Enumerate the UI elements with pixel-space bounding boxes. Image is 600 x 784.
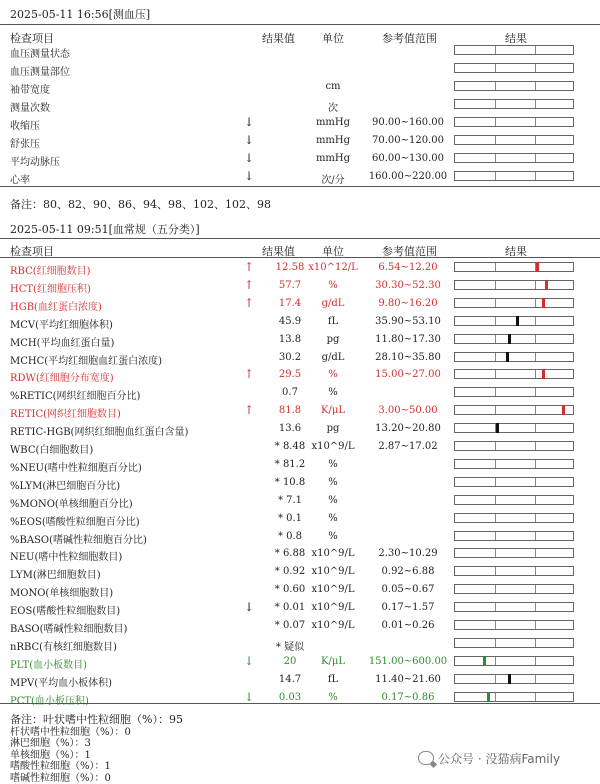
table-row bbox=[0, 402, 600, 420]
range-tick bbox=[535, 46, 536, 54]
range-tick bbox=[535, 100, 536, 108]
range-tick bbox=[535, 585, 536, 593]
row-name: EOS(嗜酸性粒细胞数目) bbox=[10, 606, 121, 618]
row-ref-range: 3.00~50.00 bbox=[378, 405, 438, 417]
header-unit: 单位 bbox=[322, 245, 344, 258]
range-tick bbox=[495, 693, 496, 701]
row-value: * 0.1 bbox=[277, 512, 303, 524]
trend-arrow: ↓ bbox=[243, 133, 255, 147]
result-bar bbox=[454, 531, 574, 541]
range-tick bbox=[535, 281, 536, 289]
row-ref-range: 15.00~27.00 bbox=[375, 369, 441, 381]
result-bar bbox=[454, 566, 574, 576]
header-value: 结果值 bbox=[262, 245, 295, 258]
result-bar bbox=[454, 602, 574, 612]
range-tick bbox=[495, 353, 496, 361]
range-tick bbox=[535, 514, 536, 522]
range-tick bbox=[495, 639, 496, 647]
result-marker bbox=[542, 369, 545, 379]
row-value: 17.4 bbox=[278, 297, 302, 309]
row-name: NEU(嗜中性粒细胞数目) bbox=[10, 552, 123, 564]
table-row bbox=[0, 510, 600, 528]
table-row bbox=[0, 599, 600, 617]
table-row bbox=[0, 617, 600, 635]
row-ref-range: 0.17~1.57 bbox=[381, 602, 435, 614]
range-tick bbox=[495, 514, 496, 522]
trend-arrow: ↓ bbox=[243, 689, 255, 704]
row-unit: x10^9/L bbox=[311, 584, 355, 596]
result-bar bbox=[454, 352, 574, 362]
range-tick bbox=[495, 657, 496, 665]
table-row bbox=[0, 295, 600, 313]
divider bbox=[0, 186, 600, 187]
row-ref-range: 160.00~220.00 bbox=[368, 171, 448, 182]
table-row bbox=[0, 313, 600, 331]
result-bar bbox=[454, 387, 574, 397]
table-row bbox=[0, 474, 600, 492]
row-ref-range: 30.30~52.30 bbox=[375, 279, 441, 291]
row-ref-range: 0.01~0.26 bbox=[381, 620, 435, 631]
row-name: 舒张压 bbox=[10, 139, 40, 150]
row-value: 12.58 bbox=[275, 262, 305, 273]
result-bar bbox=[454, 405, 574, 415]
row-name: %RETIC(网织红细胞百分比) bbox=[10, 391, 141, 403]
row-unit: % bbox=[328, 691, 338, 703]
range-tick bbox=[495, 335, 496, 343]
row-ref-range: 11.80~17.30 bbox=[375, 333, 441, 345]
row-unit: K/μL bbox=[321, 405, 345, 417]
row-ref-range: 70.00~120.00 bbox=[372, 135, 444, 146]
row-unit: x10^9/L bbox=[311, 441, 355, 452]
row-value: 13.6 bbox=[278, 423, 302, 435]
row-unit: x10^9/L bbox=[311, 620, 355, 631]
row-name: RETIC-HGB(网织红细胞血红蛋白含量) bbox=[10, 427, 189, 439]
result-bar bbox=[454, 584, 574, 594]
row-name: MCH(平均血红蛋白量) bbox=[10, 337, 115, 349]
row-value: * 6.88 bbox=[274, 548, 306, 560]
result-marker bbox=[542, 298, 545, 308]
result-bar bbox=[454, 513, 574, 523]
row-unit: % bbox=[328, 387, 338, 399]
range-tick bbox=[535, 442, 536, 450]
row-value: * 7.1 bbox=[277, 494, 303, 506]
row-name: HCT(红细胞压积) bbox=[10, 283, 91, 295]
range-tick bbox=[495, 82, 496, 90]
result-bar bbox=[454, 638, 574, 648]
result-bar bbox=[454, 280, 574, 290]
result-bar bbox=[454, 153, 574, 163]
trend-arrow: ↓ bbox=[243, 115, 255, 129]
range-tick bbox=[495, 478, 496, 486]
table-row bbox=[0, 349, 600, 367]
result-marker bbox=[487, 692, 490, 702]
row-name: %NEU(嗜中性粒细胞百分比) bbox=[10, 462, 142, 474]
range-tick bbox=[495, 496, 496, 504]
row-unit: 次 bbox=[328, 103, 338, 114]
row-unit: x10^12/L bbox=[308, 262, 358, 273]
range-tick bbox=[535, 675, 536, 683]
range-tick bbox=[535, 335, 536, 343]
result-bar bbox=[454, 548, 574, 558]
result-bar bbox=[454, 171, 574, 181]
header-item: 检查项目 bbox=[10, 32, 54, 45]
trend-arrow: ↓ bbox=[243, 600, 255, 615]
header-unit: 单位 bbox=[322, 32, 344, 45]
wechat-icon bbox=[418, 751, 434, 765]
row-name: %BASO(嗜碱性粒细胞百分比) bbox=[10, 534, 147, 546]
row-unit: % bbox=[328, 494, 338, 506]
table-row bbox=[0, 277, 600, 295]
range-tick bbox=[495, 136, 496, 144]
trend-arrow: ↑ bbox=[243, 367, 255, 382]
divider bbox=[0, 24, 600, 25]
range-tick bbox=[495, 406, 496, 414]
bp-section-title: 2025-05-11 16:56[测血压] bbox=[10, 8, 151, 21]
range-tick bbox=[495, 281, 496, 289]
table-row bbox=[0, 456, 600, 474]
row-name: 血压测量状态 bbox=[10, 49, 70, 60]
table-row bbox=[0, 78, 600, 96]
row-name: MCHC(平均红细胞血红蛋白浓度) bbox=[10, 355, 163, 367]
cbc-note-line: 淋巴细胞（%）：3 bbox=[10, 738, 91, 749]
range-tick bbox=[495, 621, 496, 629]
row-ref-range: 0.92~6.88 bbox=[381, 566, 435, 578]
result-marker bbox=[496, 423, 499, 433]
table-row bbox=[0, 150, 600, 168]
row-value: 20 bbox=[283, 655, 297, 667]
result-marker bbox=[508, 674, 511, 684]
row-unit: % bbox=[328, 530, 338, 542]
row-unit: % bbox=[328, 458, 338, 470]
trend-arrow: ↓ bbox=[243, 151, 255, 165]
result-bar bbox=[454, 369, 574, 379]
range-tick bbox=[495, 585, 496, 593]
row-name: 平均动脉压 bbox=[10, 157, 60, 168]
trend-arrow: ↑ bbox=[243, 260, 255, 274]
cbc-note-line: 单核细胞（%）：1 bbox=[10, 749, 91, 761]
row-unit: g/dL bbox=[321, 351, 345, 363]
header-ref: 参考值范围 bbox=[382, 32, 437, 45]
range-tick bbox=[495, 603, 496, 611]
row-unit: mmHg bbox=[315, 135, 351, 146]
range-tick bbox=[495, 370, 496, 378]
row-value: * 8.48 bbox=[274, 441, 306, 452]
range-tick bbox=[495, 317, 496, 325]
row-unit: % bbox=[328, 512, 338, 524]
row-value: * 0.60 bbox=[274, 584, 306, 596]
table-row bbox=[0, 492, 600, 510]
row-unit: x10^9/L bbox=[311, 548, 355, 560]
row-ref-range: 60.00~130.00 bbox=[372, 153, 444, 164]
result-bar bbox=[454, 298, 574, 308]
row-name: PCT(血小板压积) bbox=[10, 695, 89, 707]
range-tick bbox=[495, 675, 496, 683]
row-name: %MONO(单核细胞百分比) bbox=[10, 498, 133, 510]
range-tick bbox=[535, 424, 536, 432]
range-tick bbox=[535, 478, 536, 486]
result-marker bbox=[483, 656, 486, 666]
result-bar bbox=[454, 459, 574, 469]
row-ref-range: 2.87~17.02 bbox=[378, 441, 438, 452]
row-value: * 10.8 bbox=[274, 476, 306, 488]
row-value: 0.03 bbox=[278, 691, 302, 703]
table-row bbox=[0, 96, 600, 114]
table-row bbox=[0, 653, 600, 671]
row-unit: 次/分 bbox=[321, 175, 345, 186]
table-row bbox=[0, 545, 600, 563]
table-row bbox=[0, 528, 600, 546]
table-row bbox=[0, 384, 600, 402]
result-marker bbox=[506, 352, 509, 362]
range-tick bbox=[535, 154, 536, 162]
table-row bbox=[0, 420, 600, 438]
range-tick bbox=[495, 299, 496, 307]
divider bbox=[0, 238, 600, 239]
row-ref-range: 6.54~12.20 bbox=[378, 262, 438, 273]
row-value: 45.9 bbox=[278, 315, 302, 327]
table-row bbox=[0, 42, 600, 60]
row-name: LYM(淋巴细胞数目) bbox=[10, 570, 101, 582]
range-tick bbox=[495, 549, 496, 557]
row-name: PLT(血小板数目) bbox=[10, 659, 88, 671]
row-unit: mmHg bbox=[315, 117, 351, 128]
row-ref-range: 90.00~160.00 bbox=[372, 117, 444, 128]
range-tick bbox=[535, 406, 536, 414]
range-tick bbox=[535, 693, 536, 701]
result-bar bbox=[454, 495, 574, 505]
row-value: * 0.92 bbox=[274, 566, 306, 578]
row-unit: pg bbox=[326, 423, 340, 435]
row-value: 30.2 bbox=[278, 351, 302, 363]
result-bar bbox=[454, 262, 574, 272]
row-value: 81.8 bbox=[278, 405, 302, 417]
row-value: 0.7 bbox=[282, 387, 298, 399]
result-bar bbox=[454, 656, 574, 666]
header-value: 结果值 bbox=[262, 32, 295, 45]
range-tick bbox=[535, 603, 536, 611]
range-tick bbox=[495, 532, 496, 540]
range-tick bbox=[535, 532, 536, 540]
range-tick bbox=[535, 567, 536, 575]
row-unit: fL bbox=[327, 315, 339, 327]
range-tick bbox=[535, 496, 536, 504]
divider bbox=[0, 703, 600, 704]
range-tick bbox=[535, 118, 536, 126]
watermark-text: 公众号 · 没猫病Family bbox=[438, 751, 561, 766]
table-row bbox=[0, 671, 600, 689]
range-tick bbox=[535, 172, 536, 180]
row-unit: x10^9/L bbox=[311, 566, 355, 578]
range-tick bbox=[495, 172, 496, 180]
trend-arrow: ↓ bbox=[243, 169, 255, 183]
row-name: WBC(白细胞数目) bbox=[10, 445, 94, 456]
row-unit: mmHg bbox=[315, 153, 351, 164]
range-tick bbox=[535, 136, 536, 144]
row-name: HGB(血红蛋白浓度) bbox=[10, 301, 102, 313]
watermark bbox=[418, 747, 598, 769]
header-result: 结果 bbox=[505, 32, 527, 45]
row-name: %LYM(淋巴细胞百分比) bbox=[10, 480, 121, 492]
result-marker bbox=[562, 405, 565, 415]
table-row bbox=[0, 132, 600, 150]
cbc-note-line: 备注：叶状嗜中性粒细胞（%）：95 bbox=[10, 713, 183, 726]
result-marker bbox=[536, 262, 539, 272]
row-value: 13.8 bbox=[278, 333, 302, 345]
result-bar bbox=[454, 135, 574, 145]
row-name: RETIC(网织红细胞数目) bbox=[10, 409, 121, 421]
trend-arrow: ↑ bbox=[243, 295, 255, 310]
range-tick bbox=[535, 353, 536, 361]
row-ref-range: 151.00~600.00 bbox=[368, 655, 448, 667]
range-tick bbox=[495, 64, 496, 72]
row-name: 心率 bbox=[10, 175, 30, 186]
range-tick bbox=[495, 154, 496, 162]
row-unit: % bbox=[328, 476, 338, 488]
row-value: 57.7 bbox=[278, 279, 302, 291]
row-unit: cm bbox=[325, 81, 341, 92]
row-unit: pg bbox=[326, 333, 340, 345]
range-tick bbox=[535, 549, 536, 557]
header-ref: 参考值范围 bbox=[382, 245, 437, 258]
row-ref-range: 0.17~0.86 bbox=[381, 691, 435, 703]
table-row bbox=[0, 60, 600, 78]
row-value: 29.5 bbox=[278, 369, 302, 381]
row-name: MONO(单核细胞数目) bbox=[10, 588, 114, 600]
row-value: * 0.01 bbox=[274, 602, 306, 614]
range-tick bbox=[535, 621, 536, 629]
result-bar bbox=[454, 81, 574, 91]
row-value: * 疑似 bbox=[275, 641, 305, 653]
result-bar bbox=[454, 45, 574, 55]
result-bar bbox=[454, 620, 574, 630]
result-bar bbox=[454, 117, 574, 127]
row-ref-range: 9.80~16.20 bbox=[378, 297, 438, 309]
range-tick bbox=[495, 460, 496, 468]
range-tick bbox=[495, 567, 496, 575]
row-value: * 0.07 bbox=[274, 620, 306, 631]
range-tick bbox=[495, 46, 496, 54]
range-tick bbox=[535, 317, 536, 325]
row-name: nRBC(有核红细胞数目) bbox=[10, 641, 117, 653]
row-name: 收缩压 bbox=[10, 121, 40, 132]
range-tick bbox=[535, 639, 536, 647]
table-row bbox=[0, 366, 600, 384]
result-bar bbox=[454, 99, 574, 109]
result-bar bbox=[454, 316, 574, 326]
result-marker bbox=[545, 280, 548, 290]
row-name: RDW(红细胞分布宽度) bbox=[10, 373, 114, 385]
trend-arrow: ↑ bbox=[243, 277, 255, 292]
row-ref-range: 2.30~10.29 bbox=[378, 548, 438, 560]
table-row bbox=[0, 563, 600, 581]
header-item: 检查项目 bbox=[10, 245, 54, 258]
row-unit: g/dL bbox=[321, 297, 345, 309]
bp-note: 备注：80、82、90、86、94、98、102、102、98 bbox=[10, 198, 271, 211]
row-ref-range: 35.90~53.10 bbox=[375, 315, 441, 327]
range-tick bbox=[495, 100, 496, 108]
result-bar bbox=[454, 334, 574, 344]
row-value: * 0.8 bbox=[277, 530, 303, 542]
row-name: MPV(平均血小板体积) bbox=[10, 677, 112, 689]
table-row bbox=[0, 331, 600, 349]
range-tick bbox=[535, 460, 536, 468]
result-marker bbox=[508, 334, 511, 344]
row-name: 测量次数 bbox=[10, 103, 50, 114]
row-name: %EOS(嗜酸性粒细胞百分比) bbox=[10, 516, 140, 528]
result-bar bbox=[454, 674, 574, 684]
row-name: RBC(红细胞数目) bbox=[10, 266, 91, 277]
table-row bbox=[0, 168, 600, 186]
header-result: 结果 bbox=[505, 245, 527, 258]
table-row bbox=[0, 581, 600, 599]
table-row bbox=[0, 438, 600, 456]
result-bar bbox=[454, 441, 574, 451]
result-bar bbox=[454, 477, 574, 487]
result-bar bbox=[454, 63, 574, 73]
row-ref-range: 11.40~21.60 bbox=[375, 673, 441, 685]
row-ref-range: 0.05~0.67 bbox=[381, 584, 435, 596]
result-marker bbox=[516, 316, 519, 326]
range-tick bbox=[495, 388, 496, 396]
row-name: MCV(平均红细胞体积) bbox=[10, 319, 113, 331]
cbc-note-line: 杆状嗜中性粒细胞（%）：0 bbox=[10, 726, 131, 738]
range-tick bbox=[495, 442, 496, 450]
trend-arrow: ↑ bbox=[243, 403, 255, 418]
divider bbox=[0, 257, 600, 258]
range-tick bbox=[535, 388, 536, 396]
row-value: 14.7 bbox=[278, 673, 302, 685]
table-row bbox=[0, 635, 600, 653]
cbc-note-line: 嗜酸性粒细胞（%）：1 bbox=[10, 761, 111, 772]
row-unit: x10^9/L bbox=[311, 602, 355, 614]
row-unit: % bbox=[328, 369, 338, 381]
row-unit: % bbox=[328, 279, 338, 291]
range-tick bbox=[535, 370, 536, 378]
table-row bbox=[0, 114, 600, 132]
range-tick bbox=[535, 64, 536, 72]
range-tick bbox=[535, 657, 536, 665]
row-ref-range: 28.10~35.80 bbox=[375, 351, 441, 363]
row-unit: K/μL bbox=[321, 655, 345, 667]
trend-arrow: ↓ bbox=[243, 653, 255, 668]
range-tick bbox=[495, 263, 496, 271]
range-tick bbox=[495, 118, 496, 126]
result-bar bbox=[454, 423, 574, 433]
row-unit: fL bbox=[327, 673, 339, 685]
result-bar bbox=[454, 692, 574, 702]
row-ref-range: 13.20~20.80 bbox=[375, 423, 441, 435]
row-name: 血压测量部位 bbox=[10, 67, 70, 78]
table-row bbox=[0, 259, 600, 277]
range-tick bbox=[535, 82, 536, 90]
row-name: BASO(嗜碱性粒细胞数目) bbox=[10, 624, 128, 635]
cbc-section-title: 2025-05-11 09:51[血常规（五分类）] bbox=[10, 223, 200, 236]
range-tick bbox=[535, 299, 536, 307]
row-value: * 81.2 bbox=[274, 458, 306, 470]
row-name: 袖带宽度 bbox=[10, 85, 50, 96]
cbc-note-line: 嗜碱性粒细胞（%）：0 bbox=[10, 772, 111, 784]
